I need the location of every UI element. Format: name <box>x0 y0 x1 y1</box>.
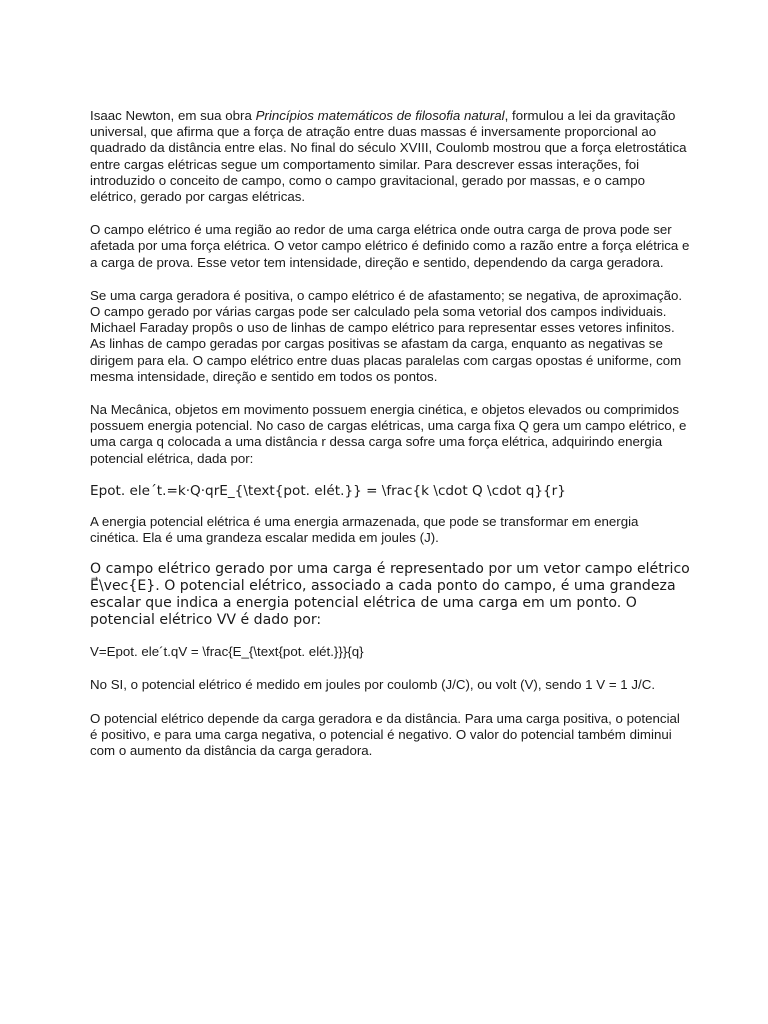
book-title: Princípios matemáticos de filosofia natural <box>255 108 505 123</box>
paragraph-si-units: No SI, o potencial elétrico é medido em joules por coulomb (J/C), ou volt (V), sendo 1 V = 1 J/C. <box>90 677 656 693</box>
paragraph-potential-sign: O potencial elétrico depende da carga geradora e da distância. Para uma carga positiva, o potencial é positivo, e para uma carga negativa, o potencial é negativo. O valor do potencial também diminui com o aumento da distância da carga geradora. <box>90 710 680 759</box>
formula-potential-energy: Epot. ele´t.=k·Q·qrE_{\text{pot. elét.}} = \frac{k \cdot Q \cdot q}{r} <box>90 482 566 499</box>
paragraph-text: , formulou a lei da gravitação universal, que afirma que a força de atração entre duas massas é inversamente proporcional ao quadrado da distância entre elas. No final do século XVIII, Coulomb mostrou que a força eletrostática entre cargas elétricas segue um comportamento similar. Para descrever essas interações, foi introduzido o conceito de campo, como o campo gravitacional, gerado por massas, e o campo elétrico, gerado por cargas elétricas. <box>90 108 687 205</box>
paragraph-potential-energy: Na Mecânica, objetos em movimento possuem energia cinética, e objetos elevados ou comprimidos possuem energia potencial. No caso de cargas elétricas, uma carga fixa Q gera um campo elétrico, e uma carga q colocada a uma distância r dessa carga sofre uma força elétrica, adquirindo energia potencial elétrica, dada por: <box>90 402 687 466</box>
paragraph-stored-energy: A energia potencial elétrica é uma energia armazenada, que pode se transformar em energia cinética. Ela é uma grandeza escalar medida em joules (J). <box>90 513 639 546</box>
paragraph-newton-coulomb <box>90 108 690 205</box>
paragraph-electric-potential: O campo elétrico gerado por uma carga é representado por um vetor campo elétrico E⃗\vec{E}. O potencial elétrico, associado a cada ponto do campo, é uma grandeza escalar que indica a energia potencial elétrica de uma carga em um ponto. O potencial elétrico VV é dado por: <box>90 561 690 629</box>
paragraph-field-lines: Se uma carga geradora é positiva, o campo elétrico é de afastamento; se negativa, de aproximação. O campo gerado por várias cargas pode ser calculado pela soma vetorial dos campos individuais. Michael Faraday propôs o uso de linhas de campo elétrico para representar esses vetores infinitos. As linhas de campo geradas por cargas positivas se afastam da carga, enquanto as negativas se dirigem para ela. O campo elétrico entre duas placas paralelas com cargas opostas é uniforme, com mesma intensidade, direção e sentido em todos os pontos. <box>90 287 683 384</box>
paragraph-text: Isaac Newton, em sua obra <box>90 108 256 123</box>
document-page <box>90 108 690 759</box>
paragraph-electric-field: O campo elétrico é uma região ao redor de uma carga elétrica onde outra carga de prova pode ser afetada por uma força elétrica. O vetor campo elétrico é definido como a razão entre a força elétrica e a carga de prova. Esse vetor tem intensidade, direção e sentido, dependendo da carga geradora. <box>90 222 690 270</box>
formula-electric-potential: V=Epot. ele´t.qV = \frac{E_{\text{pot. elét.}}}{q} <box>90 644 364 660</box>
